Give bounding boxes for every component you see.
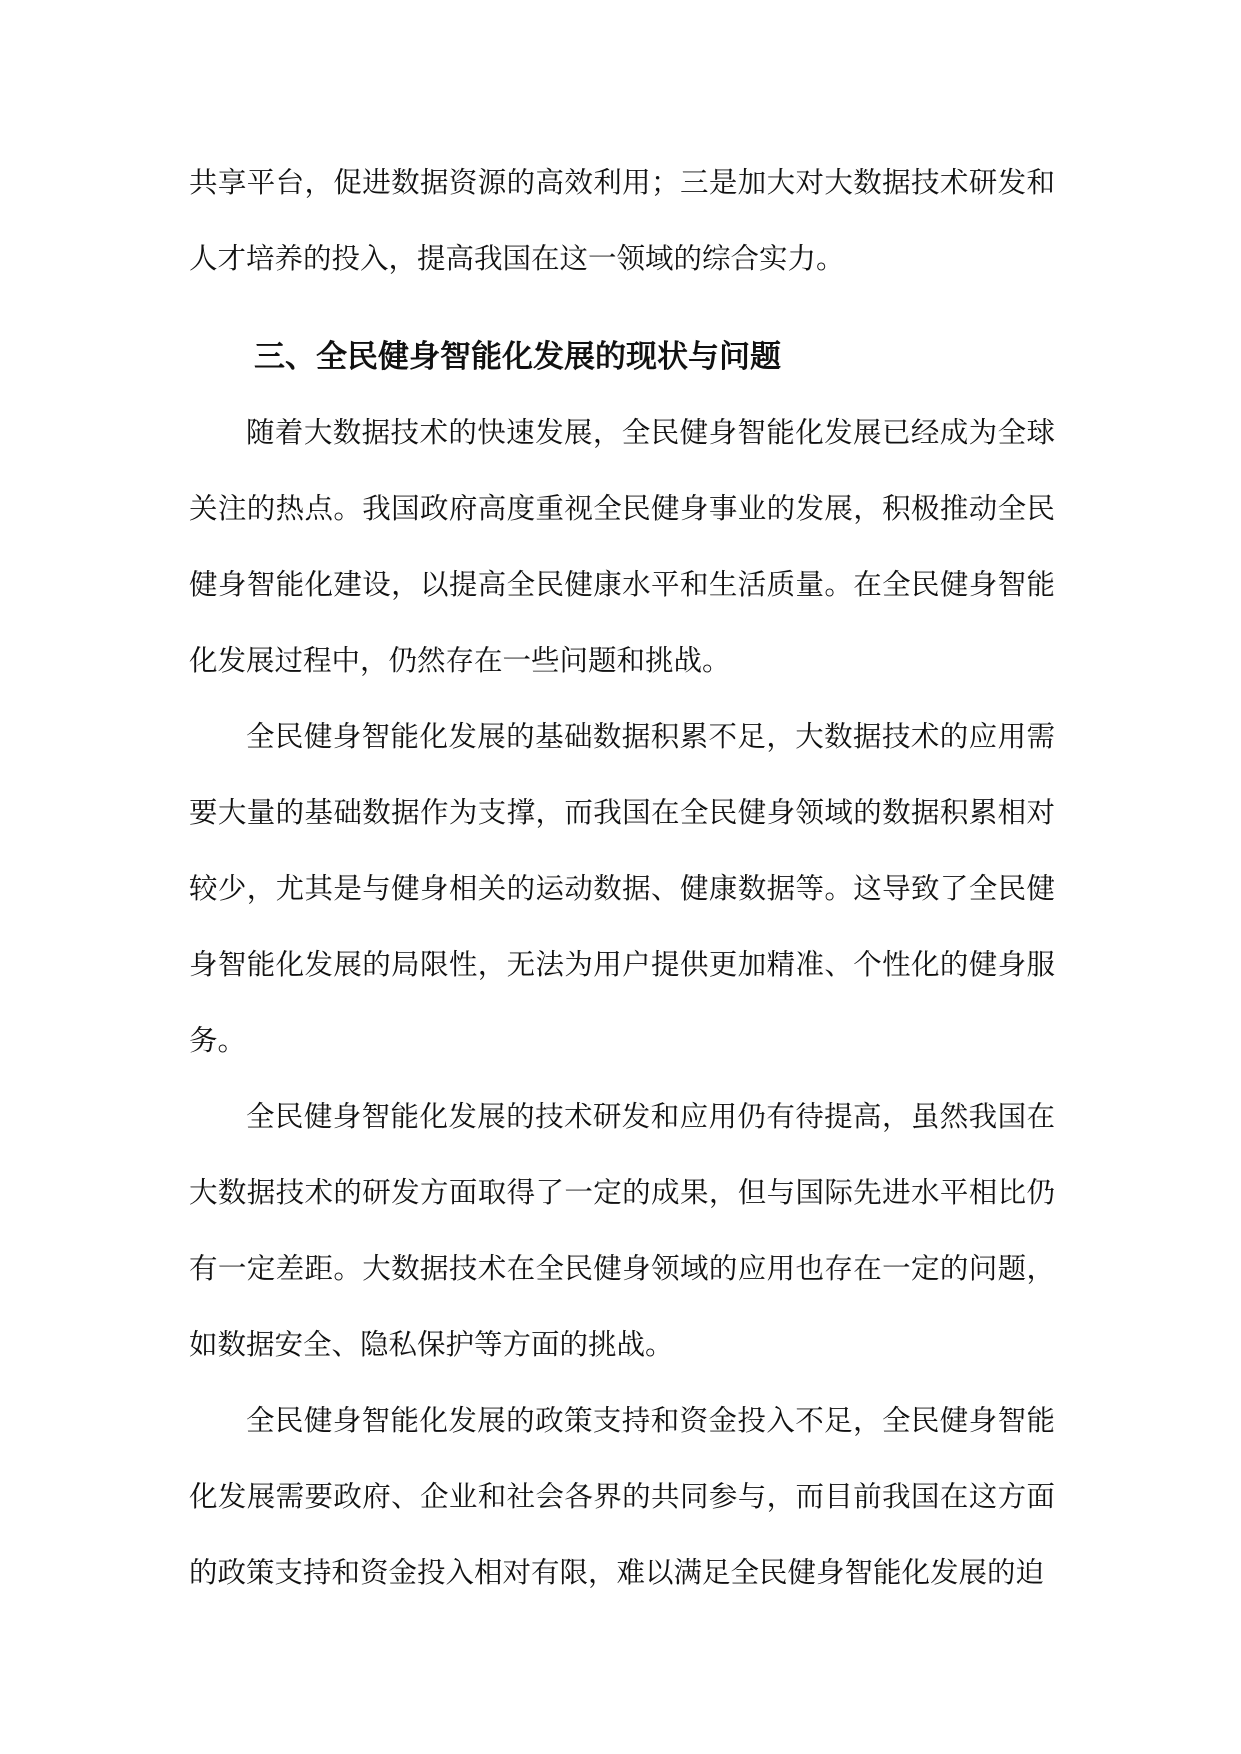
body-paragraph-1: 随着大数据技术的快速发展，全民健身智能化发展已经成为全球关注的热点。我国政府高度重视全民健身事业的发展，积极推动全民健身智能化建设，以提高全民健康水平和生活质量。在全民健身智能化发展过程中，仍然存在一些问题和挑战。 — [189, 416, 1055, 677]
body-paragraph-2: 全民健身智能化发展的基础数据积累不足，大数据技术的应用需要大量的基础数据作为支撑，而我国在全民健身领域的数据积累相对较少，尤其是与健身相关的运动数据、健康数据等。这导致了全民健身智能化发展的局限性，无法为用户提供更加精准、个性化的健身服务。 — [189, 720, 1055, 1057]
continuation-paragraph: 共享平台，促进数据资源的高效利用；三是加大对大数据技术研发和人才培养的投入，提高我国在这一领域的综合实力。 — [189, 166, 1055, 275]
document-body — [189, 145, 1055, 1611]
body-paragraph-3: 全民健身智能化发展的技术研发和应用仍有待提高，虽然我国在大数据技术的研发方面取得了一定的成果，但与国际先进水平相比仍有一定差距。大数据技术在全民健身领域的应用也存在一定的问题，如数据安全、隐私保护等方面的挑战。 — [189, 1100, 1055, 1361]
section-heading: 三、全民健身智能化发展的现状与问题 — [254, 339, 781, 375]
body-paragraph-4: 全民健身智能化发展的政策支持和资金投入不足，全民健身智能化发展需要政府、企业和社会各界的共同参与，而目前我国在这方面的政策支持和资金投入相对有限，难以满足全民健身智能化发展的迫 — [189, 1404, 1055, 1589]
